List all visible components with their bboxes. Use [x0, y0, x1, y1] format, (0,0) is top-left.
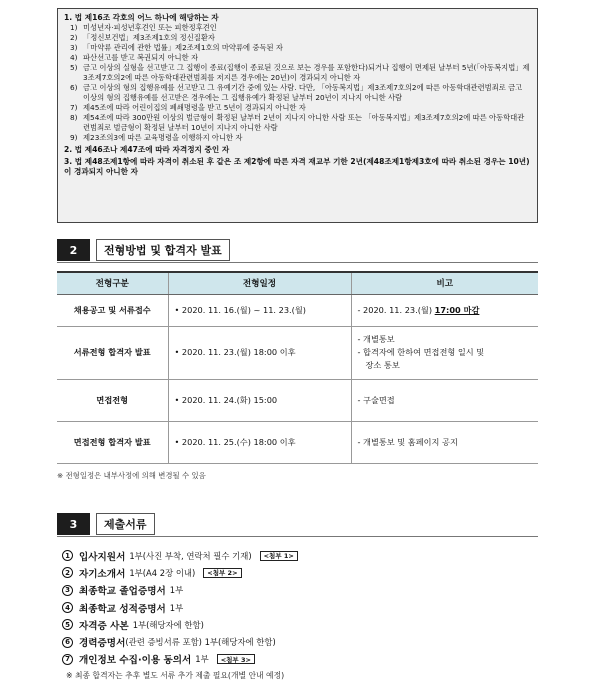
document-name: 자격증 사본 [79, 620, 129, 632]
criteria-item-num: 3) [70, 43, 78, 52]
criteria-item-num: 6) [70, 83, 78, 92]
criteria-item-num: 2) [70, 33, 78, 42]
circled-number-icon: 6 [62, 637, 73, 648]
document-name: 경력증명서 [79, 638, 126, 650]
document-name: 자기소개서 [79, 568, 126, 580]
document-detail: 1부(해당자에 한함) [132, 619, 204, 630]
schedule-note-line: - 개별통보 [357, 334, 395, 344]
schedule-date: • 2020. 11. 24.(화) 15:00 [168, 379, 351, 421]
schedule-stage: 서류전형 합격자 발표 [57, 326, 168, 379]
list-item [62, 547, 298, 564]
criteria-item [70, 53, 531, 63]
section-3-divider [57, 536, 538, 537]
schedule-col-stage: 전형구분 [57, 272, 168, 294]
section-3-title: 제출서류 [96, 513, 155, 535]
document-detail: 1부(사진 부착, 연락처 필수 기재) [129, 550, 252, 561]
circled-number-icon: 5 [62, 619, 73, 630]
schedule-footnote: ※ 전형일정은 내부사정에 의해 변경될 수 있음 [57, 471, 206, 480]
criteria-item-num: 8) [70, 113, 78, 122]
schedule-stage: 면접전형 합격자 발표 [57, 421, 168, 463]
schedule-note [351, 294, 538, 326]
schedule-stage: 채용공고 및 서류접수 [57, 294, 168, 326]
section-2-number: 2 [57, 239, 90, 261]
section-3-header [57, 512, 155, 536]
schedule-note [351, 326, 538, 379]
criteria-item [70, 113, 531, 133]
schedule-date: • 2020. 11. 25.(수) 18:00 이후 [168, 421, 351, 463]
schedule-note-deadline: 17:00 마감 [434, 304, 480, 315]
schedule-note [351, 379, 538, 421]
schedule-note-line: - 합격자에 한하여 면접전형 일시 및 [357, 347, 485, 357]
circled-number-icon: 2 [62, 567, 73, 578]
criteria-heading-2: 2. 법 제46조나 제47조에 따라 자격정지 중인 자 [64, 145, 230, 154]
criteria-heading-3: 3. 법 제48조제1항에 따라 자격이 취소된 후 같은 조 제2항에 따른 자격 재교부 기한 2년(제48조제1항제3호에 따라 취소된 경우는 10년)이 경과되지 아니한 자 [64, 157, 530, 176]
criteria-subitems [64, 23, 531, 143]
section-2-divider [57, 262, 538, 263]
criteria-item [70, 23, 531, 33]
circled-number-icon: 4 [62, 602, 73, 613]
criteria-item [70, 43, 531, 53]
list-item [62, 564, 298, 581]
disqualification-criteria-box [57, 8, 538, 223]
criteria-item [70, 63, 531, 83]
document-detail: 1부 [169, 585, 184, 596]
schedule-header-row [57, 272, 538, 294]
criteria-item-text: 제23조의3에 따른 교육명령을 이행하지 아니한 자 [83, 133, 243, 142]
document-detail: 1부 [169, 602, 184, 613]
criteria-item-text: 「정신보건법」제3조제1호의 정신질환자 [83, 33, 215, 42]
attachment-tag: <첨부 2> [203, 568, 241, 578]
circled-number-icon: 7 [62, 654, 73, 665]
schedule-note-line: - 개별통보 및 홈페이지 공지 [357, 436, 458, 447]
schedule-stage: 면접전형 [57, 379, 168, 421]
document-name: 최종학교 성적증명서 [79, 603, 166, 615]
schedule-date: • 2020. 11. 23.(월) 18:00 이후 [168, 326, 351, 379]
criteria-item-num: 7) [70, 103, 78, 112]
attachment-tag: <첨부 3> [217, 654, 255, 664]
document-name: 최종학교 졸업증명서 [79, 586, 166, 598]
criteria-item-text: 제54조에 따라 300만원 이상의 벌금형이 확정된 날부터 2년이 지나지 아니한 사람 또는 「아동복지법」제3조제7호의2에 따른 아동학대관련범죄로 벌금형이 확정된 날부터 10년이 지나지 아니한 사람 [83, 113, 525, 132]
table-row [57, 379, 538, 421]
document-detail: 1부 [195, 654, 209, 665]
criteria-item-text: 미성년자·피성년후견인 또는 피한정후견인 [83, 23, 217, 32]
schedule-col-date: 전형일정 [168, 272, 351, 294]
document-detail: (관련 증빙서류 포함) 1부(해당자에 한함) [125, 637, 276, 648]
criteria-item-num: 9) [70, 133, 78, 142]
criteria-item [70, 103, 531, 113]
schedule-note-line: 장소 통보 [365, 360, 400, 370]
table-row [57, 421, 538, 463]
table-row [57, 326, 538, 379]
documents-footnote: ※ 최종 합격자는 추후 별도 서류 추가 제출 필요(개별 안내 예정) [66, 671, 285, 680]
schedule-date: • 2020. 11. 16.(월) ~ 11. 23.(월) [168, 294, 351, 326]
criteria-item-text: 금고 이상의 실형을 선고받고 그 집행이 종료(집행이 종료된 것으로 보는 경우를 포함한다)되거나 집행이 면제된 날부터 5년(「아동복지법」제3조제7호의2에 따른 아동학대관련범죄를 저지른 경우에는 20년)이 경과되지 아니한 자 [83, 63, 530, 82]
schedule-note-text: - 2020. 11. 23.(월) [357, 304, 435, 315]
section-2-title: 전형방법 및 합격자 발표 [96, 239, 230, 261]
criteria-item-num: 5) [70, 63, 78, 72]
document-detail: 1부(A4 2장 이내) [129, 567, 196, 578]
schedule-note-line: - 구술면접 [357, 394, 395, 405]
criteria-heading-1: 1. 법 제16조 각호의 어느 하나에 해당하는 자 [64, 13, 219, 22]
list-item [62, 599, 298, 616]
schedule-table [57, 271, 538, 464]
document-name: 입사지원서 [79, 551, 126, 563]
criteria-item [70, 133, 531, 143]
criteria-item-text: 제45조에 따라 어린이집의 폐쇄명령을 받고 5년이 경과되지 아니한 자 [83, 103, 306, 112]
list-item [62, 582, 298, 599]
criteria-item-text: 「마약류 관리에 관한 법률」제2조제1호의 마약류에 중독된 자 [83, 43, 283, 52]
attachment-tag: <첨부 1> [260, 551, 298, 561]
section-3-number: 3 [57, 513, 90, 535]
list-item [62, 616, 298, 633]
criteria-item [70, 83, 531, 103]
circled-number-icon: 3 [62, 585, 73, 596]
list-item [62, 651, 298, 668]
document-name: 개인정보 수집·이용 동의서 [79, 655, 192, 667]
schedule-col-note: 비고 [351, 272, 538, 294]
schedule-note [351, 421, 538, 463]
criteria-item-num: 1) [70, 23, 78, 32]
criteria-item-text: 금고 이상의 형의 집행유예를 선고받고 그 유예기간 중에 있는 사람. 다만, 「아동복지법」제3조제7호의2에 따른 아동학대관련범죄로 금고 이상의 형의 집행유예를 선고받은 경우에는 그 집행유예가 확정된 날부터 20년이 지나지 아니한 사람 [83, 83, 523, 102]
section-2-header [57, 238, 230, 262]
documents-list [62, 547, 298, 668]
criteria-item [70, 33, 531, 43]
criteria-item-text: 파산선고를 받고 복권되지 아니한 자 [83, 53, 199, 62]
table-row [57, 294, 538, 326]
list-item [62, 633, 298, 650]
circled-number-icon: 1 [62, 550, 73, 561]
criteria-item-num: 4) [70, 53, 78, 62]
